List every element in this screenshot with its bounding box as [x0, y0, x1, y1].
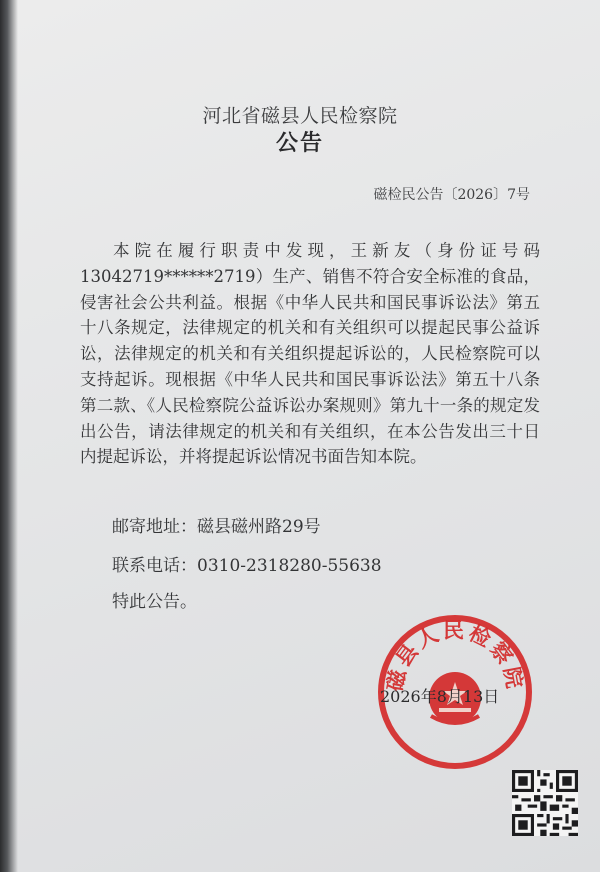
- closing-remark: 特此公告。: [112, 592, 197, 612]
- contact-phone: 联系电话：0310-2318280-55638: [112, 556, 382, 576]
- document-number: 磁检民公告〔2026〕7号: [373, 187, 530, 203]
- page-shadow-edge: [0, 0, 18, 872]
- issuing-organization: 河北省磁县人民检察院: [202, 105, 398, 127]
- notice-body: 本院在履行职责中发现，王新友（身份证号码13042719******2719）生产、销售不符合安全标准的食品，侵害社会公共利益。根据《中华人民共和国民事诉讼法》第五十八条规定，法律规定的机关和有关组织可以提起民事公益诉讼，法律规定的机关和有关组织提起诉讼的，人民检察院可以支持起诉。现根据《中华人民共和国民事诉讼法》第五十八条第二款、《人民检察院公益诉讼办案规则》第九十一条的规定发出公告，请法律规定的机关和有关组织，在本公告发出三十日内提起诉讼，并将提起诉讼情况书面告知本院。: [80, 241, 540, 467]
- mailing-address: 邮寄地址：磁县磁州路29号: [112, 517, 321, 537]
- qr-code-icon: [512, 770, 578, 836]
- seal-text: 磁县人民检察院: [383, 618, 527, 693]
- issue-date: 2026年8月13日: [380, 687, 500, 706]
- notice-title: 公告: [275, 130, 324, 156]
